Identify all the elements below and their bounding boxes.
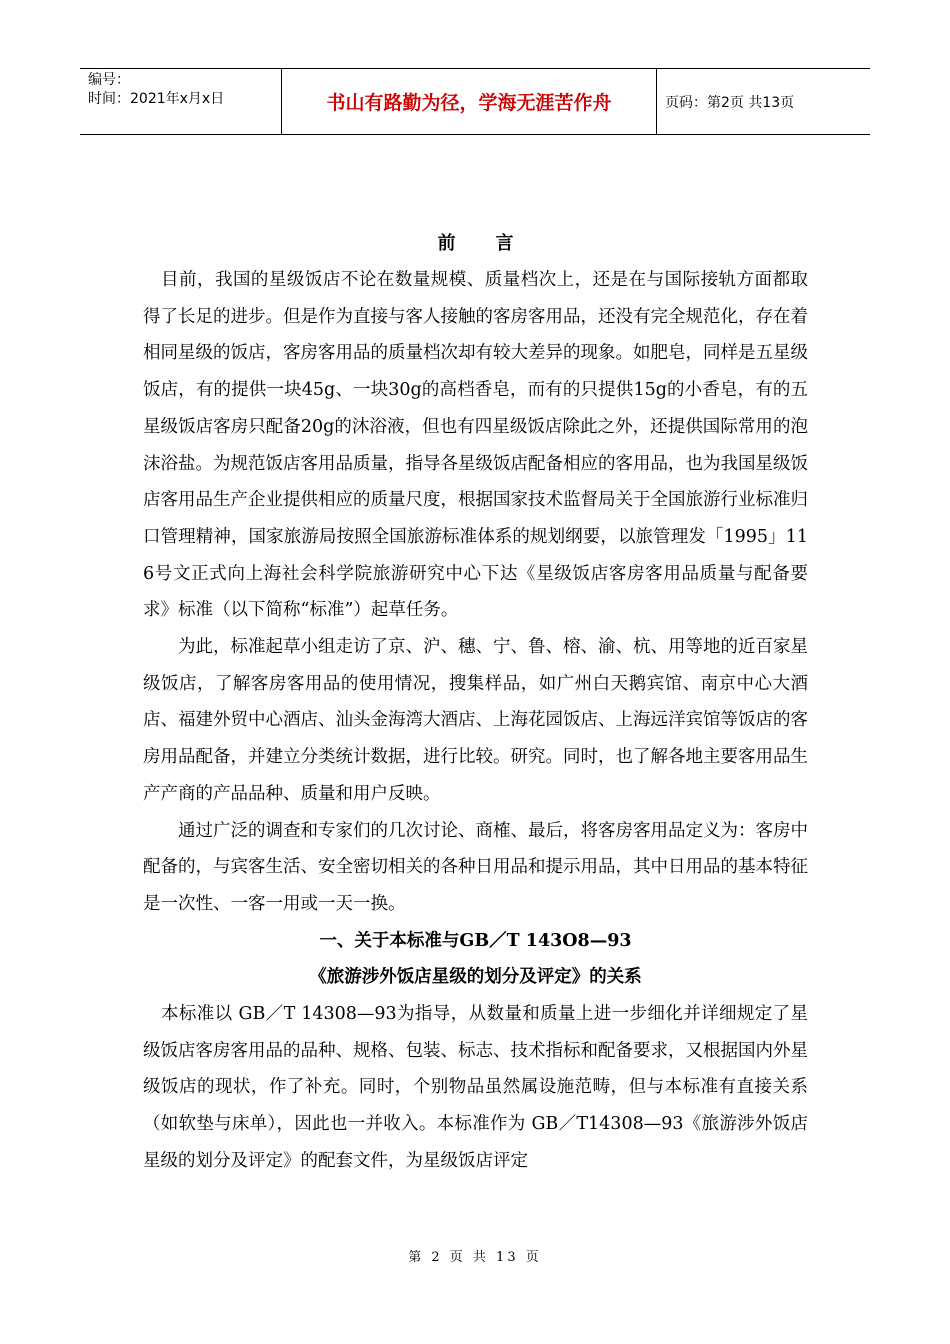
document-title: 前言 [437, 233, 554, 254]
section-heading-1: 一、关于本标准与GB／T 143O8—93 [319, 930, 632, 951]
header-page-info: 页码：第2页 共13页 [665, 94, 795, 111]
paragraph-2: 为此，标准起草小组走访了京、沪、穗、宁、鲁、榕、渝、杭、用等地的近百家星级饭店，了解客房客用品的使用情况，搜集样品，如广州白天鹅宾馆、南京中心大酒店、福建外贸中心酒店、汕头金海湾大酒店、上海花园饭店、上海远洋宾馆等饭店的客房用品配备，并建立分类统计数据，进行比较。研究。同时，也了解各地主要客用品生产产商的产品品种、质量和用户反映。 [143, 637, 808, 804]
paragraph-1: 目前，我国的星级饭店不论在数量规模、质量档次上，还是在与国际接轨方面都取得了长足的进步。但是作为直接与客人接触的客房客用品，还没有完全规范化，存在着相同星级的饭店，客房客用品的质量档次却有较大差异的现象。如肥皂，同样是五星级饭店，有的提供一块45g、一块30g的高档香皂，而有的只提供15g的小香皂，有的五星级饭店客房只配备20g的沐浴液，但也有四星级饭店除此之外，还提供国际常用的泡沫浴盐。为规范饭店客用品质量，指导各星级饭店配备相应的客用品，也为我国星级饭店客用品生产企业提供相应的质量尺度，根据国家技术监督局关于全国旅游行业标准归口管理精神，国家旅游局按照全国旅游标准体系的规划纲要，以旅管理发「1995」116号文正式向上海社会科学院旅游研究中心下达《星级饭店客房客用品质量与配备要求》标准（以下简称“标准”）起草任务。 [143, 270, 808, 621]
document-header [80, 68, 870, 135]
section-heading-2: 《旅游涉外饭店星级的划分及评定》的关系 [309, 967, 642, 988]
time-label: 时间：2021年x月x日 [88, 91, 225, 107]
document-body [143, 226, 808, 1180]
section-paragraph: 本标准以 GB／T 14308—93为指导，从数量和质量上进一步细化并详细规定了星级饭店客房客用品的品种、规格、包装、标志、技术指标和配备要求，又根据国内外星级饭店的现状，作了补充。同时，个别物品虽然属设施范畴，但与本标准有直接关系（如软垫与床单），因此也一并收入。本标准作为 GB／T14308—93《旅游涉外饭店星级的划分及评定》的配套文件，为星级饭店评定 [143, 1004, 808, 1171]
header-slogan: 书山有路勤为径，学海无涯苦作舟 [282, 69, 657, 134]
header-meta [80, 69, 282, 134]
paragraph-3: 通过广泛的调查和专家们的几次讨论、商榷、最后，将客房客用品定义为：客房中配备的，与宾客生活、安全密切相关的各种日用品和提示用品，其中日用品的基本特征是一次性、一客一用或一天一换。 [143, 820, 808, 914]
page-footer: 第 2 页 共 13 页 [408, 1250, 542, 1265]
number-label: 编号： [88, 72, 130, 88]
